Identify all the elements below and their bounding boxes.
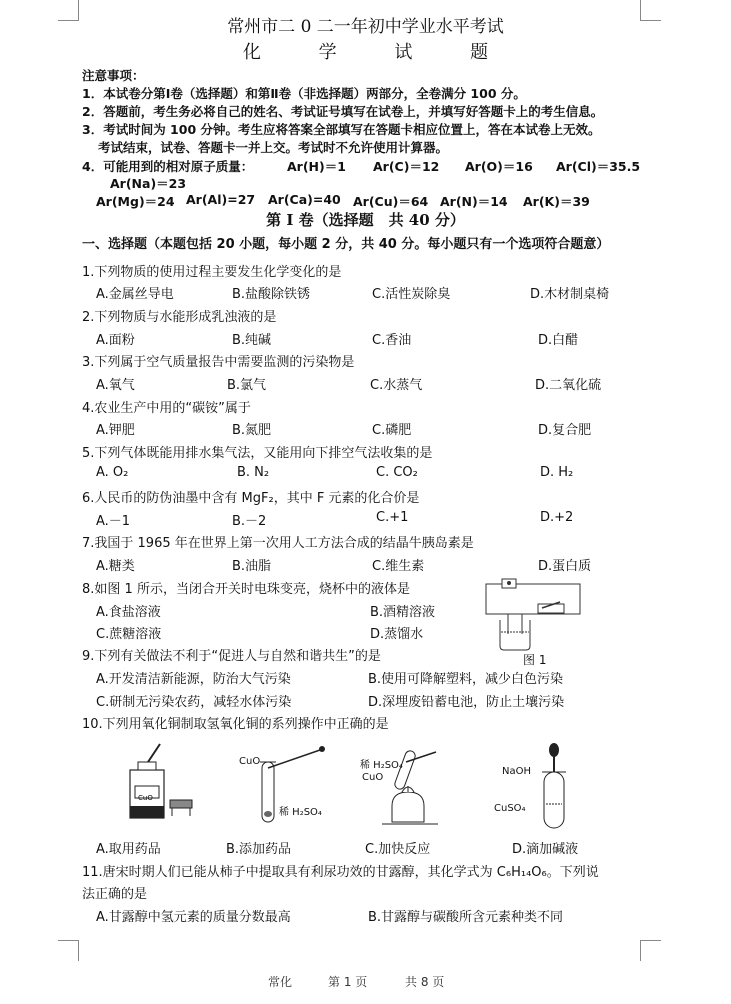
crop-mark-bottom-right <box>640 940 661 961</box>
q10-option-d: D.滴加碱液 <box>512 842 579 857</box>
q2-option-a: A.面粉 <box>96 333 135 348</box>
fig10-d-dropping-base <box>520 742 580 832</box>
question-7-stem: 7.我国于 1965 年在世界上第一次用人工方法合成的结晶牛胰岛素是 <box>82 536 474 551</box>
fig10-c-label-cuo: CuO <box>362 772 384 783</box>
q5-option-d: D. H₂ <box>540 465 574 480</box>
question-2-stem: 2.下列物质与水能形成乳浊液的是 <box>82 310 277 325</box>
atomic-mass-h: Ar(H)＝1 <box>287 159 346 174</box>
q3-option-d: D.二氧化硫 <box>535 378 602 393</box>
question-11-stem-line2: 法正确的是 <box>82 887 148 902</box>
q2-option-c: C.香油 <box>372 333 412 348</box>
question-11-stem-line1: 11.唐宋时期人们已能从柿子中提取具有利尿功效的甘露醇，其化学式为 C₆H₁₄O₆。下列说 <box>82 865 599 880</box>
fig10-b-label-acid: 稀 H₂SO₄ <box>279 807 322 818</box>
q1-option-b: B.盐酸除铁锈 <box>232 287 311 302</box>
q4-option-d: D.复合肥 <box>538 423 592 438</box>
question-8-stem: 8.如图 1 所示，当闭合开关时电珠变亮，烧杯中的液体是 <box>82 582 410 597</box>
q7-option-b: B.油脂 <box>232 559 272 574</box>
crop-mark-bottom-left <box>58 940 79 961</box>
question-4-stem: 4.农业生产中用的“碳铵”属于 <box>82 401 251 416</box>
q6-option-a: A.－1 <box>96 514 131 529</box>
question-1-stem: 1.下列物质的使用过程主要发生化学变化的是 <box>82 265 342 280</box>
q9-option-a: A.开发清洁新能源，防治大气污染 <box>96 672 291 687</box>
part-title: 一、选择题（本题包括 20 小题，每小题 2 分，共 40 分。每小题只有一个选项符合题意） <box>82 237 610 252</box>
q6-option-c: C.+1 <box>376 510 409 525</box>
q8-option-a: A.食盐溶液 <box>96 605 161 620</box>
atomic-mass-al: Ar(Al)=27 <box>186 192 256 207</box>
q3-option-c: C.水蒸气 <box>370 378 423 393</box>
exam-title: 常州市二 0 二一年初中学业水平考试 <box>227 17 504 37</box>
q7-option-c: C.维生素 <box>372 559 425 574</box>
fig10-c-label-acid: 稀 H₂SO₄ <box>360 760 403 771</box>
q6-option-b: B.－2 <box>232 514 267 529</box>
question-10-stem: 10.下列用氧化铜制取氢氧化铜的系列操作中正确的是 <box>82 717 389 732</box>
fig10-b-label-cuo: CuO <box>239 756 261 767</box>
q8-option-c: C.蔗糖溶液 <box>96 627 162 642</box>
q4-option-c: C.磷肥 <box>372 423 412 438</box>
q4-option-a: A.钾肥 <box>96 423 135 438</box>
atomic-mass-cl: Ar(Cl)＝35.5 <box>556 159 641 174</box>
q9-option-b: B.使用可降解塑料，减少白色污染 <box>368 672 564 687</box>
subject-title: 化 学 试 题 <box>242 42 515 63</box>
footer-total-pages: 共 8 页 <box>405 975 445 989</box>
note-item-1: 1．本试卷分第Ⅰ卷（选择题）和第Ⅱ卷（非选择题）两部分，全卷满分 100 分。 <box>82 86 526 101</box>
fig10-a-reagent-bottle <box>118 742 198 822</box>
figure-1-circuit-diagram <box>478 574 588 654</box>
footer-page-number: 第 1 页 <box>328 975 368 989</box>
q10-option-c: C.加快反应 <box>365 842 431 857</box>
question-5-stem: 5.下列气体既能用排水集气法，又能用向下排空气法收集的是 <box>82 446 433 461</box>
fig10-a-label-cuo: CuO <box>138 794 153 802</box>
q9-option-d: D.深埋废铅蓄电池，防止土壤污染 <box>368 695 565 710</box>
note-item-4: 4．可能用到的相对原子质量： <box>82 159 254 174</box>
q7-option-a: A.糖类 <box>96 559 135 574</box>
atomic-mass-na: Ar(Na)＝23 <box>110 176 187 191</box>
section-title: 第 Ⅰ 卷（选择题 共 40 分） <box>266 211 465 229</box>
q6-option-d: D.+2 <box>540 510 574 525</box>
atomic-mass-ca: Ar(Ca)=40 <box>268 192 341 207</box>
note-item-2: 2．答题前，考生务必将自己的姓名、考试证号填写在试卷上，并填写好答题卡上的考生信息。 <box>82 104 604 119</box>
q11-option-b: B.甘露醇与碳酸所含元素种类不同 <box>368 910 564 925</box>
figure-1-caption: 图 1 <box>523 653 547 667</box>
q5-option-a: A. O₂ <box>96 465 129 480</box>
q7-option-d: D.蛋白质 <box>538 559 592 574</box>
q1-option-a: A.金属丝导电 <box>96 287 174 302</box>
note-item-3: 3．考试时间为 100 分钟。考生应将答案全部填写在答题卡相应位置上，答在本试卷上无效。 <box>82 122 601 137</box>
atomic-mass-o: Ar(O)＝16 <box>465 159 533 174</box>
q1-option-d: D.木材制桌椅 <box>530 287 610 302</box>
q10-option-b: B.添加药品 <box>226 842 292 857</box>
footer-subject: 常化 <box>268 975 293 989</box>
atomic-mass-k: Ar(K)＝39 <box>523 194 590 209</box>
q8-option-d: D.蒸馏水 <box>370 627 424 642</box>
atomic-mass-n: Ar(N)＝14 <box>440 194 508 209</box>
note-item-3-cont: 考试结束，试卷、答题卡一并上交。考试时不允许使用计算器。 <box>98 140 449 155</box>
q5-option-b: B. N₂ <box>237 465 270 480</box>
q10-option-a: A.取用药品 <box>96 842 161 857</box>
atomic-mass-mg: Ar(Mg)＝24 <box>96 194 175 209</box>
fig10-d-label-naoh: NaOH <box>502 766 531 777</box>
atomic-mass-c: Ar(C)＝12 <box>373 159 440 174</box>
question-3-stem: 3.下列属于空气质量报告中需要监测的污染物是 <box>82 355 355 370</box>
atomic-mass-cu: Ar(Cu)＝64 <box>353 194 429 209</box>
q5-option-c: C. CO₂ <box>376 465 418 480</box>
q1-option-c: C.活性炭除臭 <box>372 287 451 302</box>
q8-option-b: B.酒精溶液 <box>370 605 436 620</box>
q4-option-b: B.氮肥 <box>232 423 272 438</box>
q3-option-b: B.氯气 <box>227 378 267 393</box>
q2-option-d: D.白醋 <box>538 333 579 348</box>
notes-heading: 注意事项： <box>82 68 145 83</box>
q9-option-c: C.研制无污染农药，减轻水体污染 <box>96 695 292 710</box>
fig10-d-label-cuso4: CuSO₄ <box>494 803 526 814</box>
q11-option-a: A.甘露醇中氢元素的质量分数最高 <box>96 910 291 925</box>
q3-option-a: A.氧气 <box>96 378 135 393</box>
question-6-stem: 6.人民币的防伪油墨中含有 MgF₂，其中 F 元素的化合价是 <box>82 491 420 506</box>
q2-option-b: B.纯碱 <box>232 333 272 348</box>
question-9-stem: 9.下列有关做法不利于“促进人与自然和谐共生”的是 <box>82 649 381 664</box>
